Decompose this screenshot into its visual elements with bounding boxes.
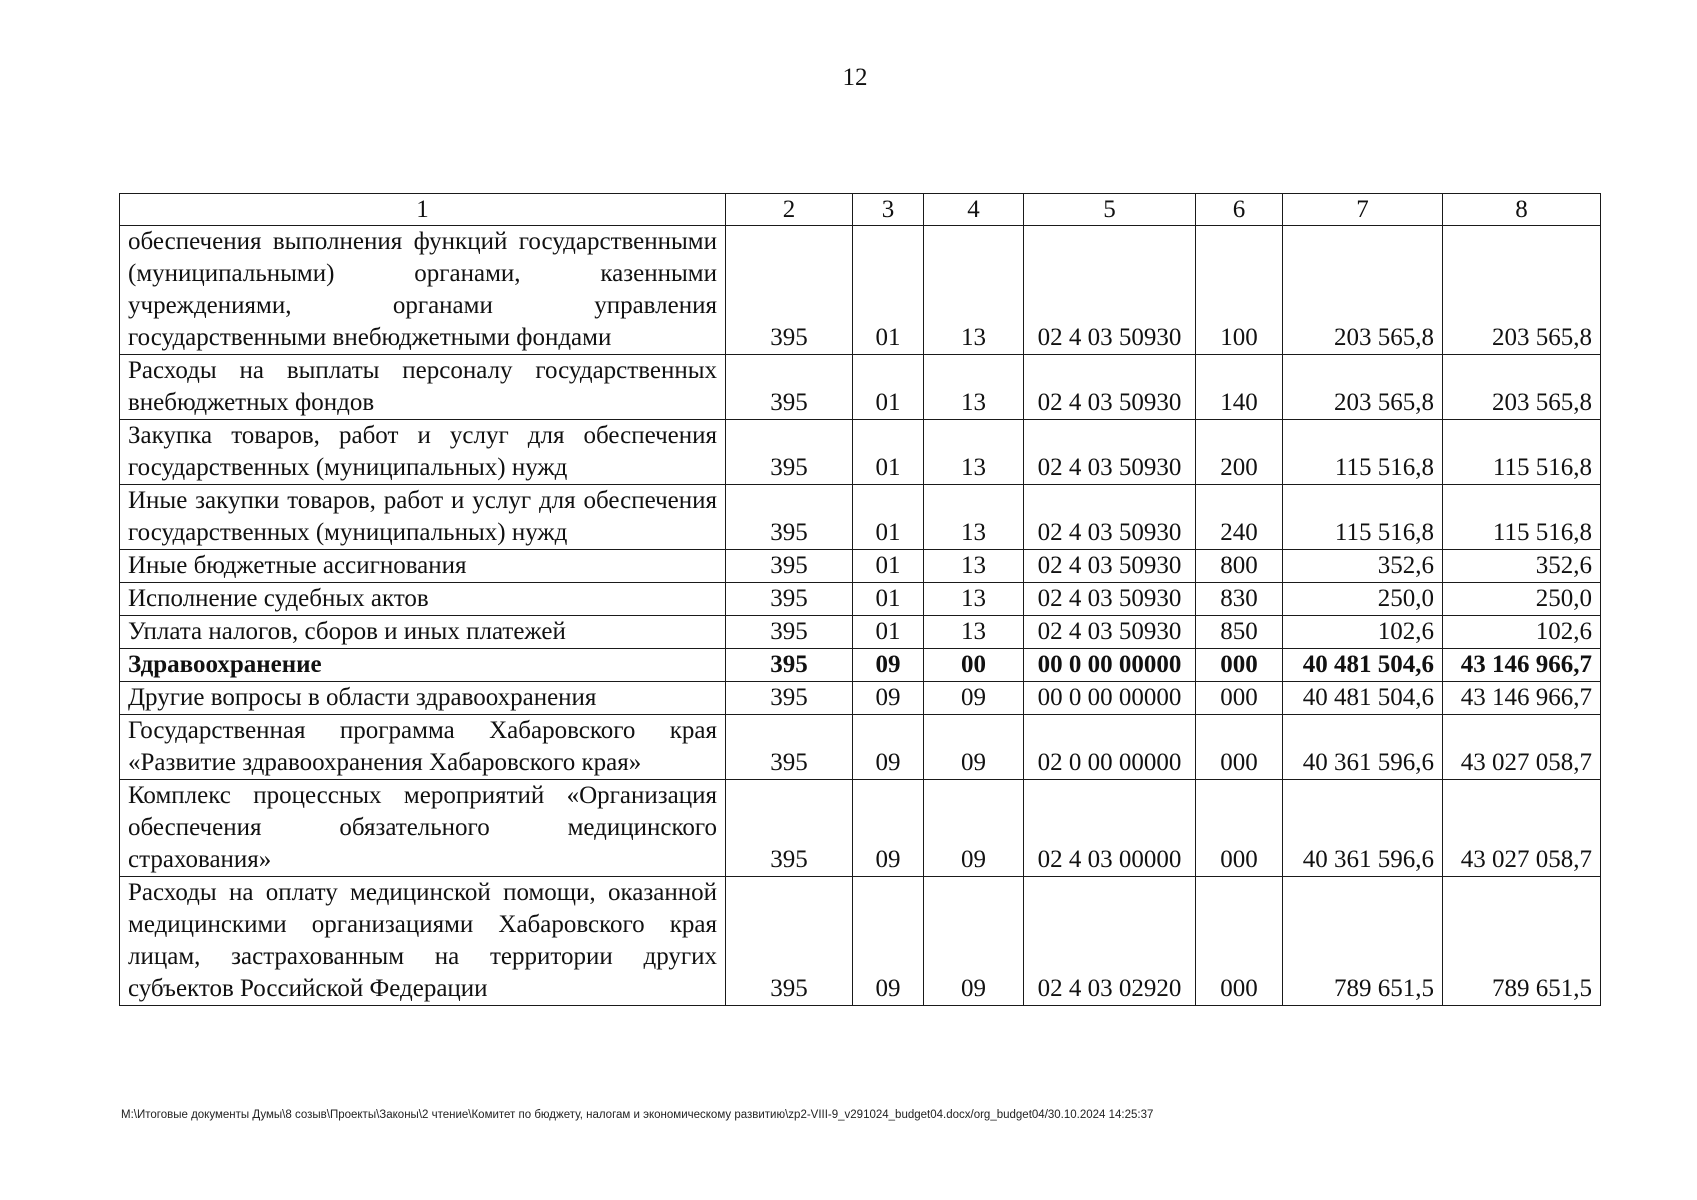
code-cell: 395 <box>726 616 853 649</box>
row-name-cell: Исполнение судебных актов <box>120 583 726 616</box>
row-name-cell: Уплата налогов, сборов и иных платежей <box>120 616 726 649</box>
subsection-cell: 13 <box>924 616 1024 649</box>
section-cell: 01 <box>853 420 924 485</box>
target-article-cell: 02 4 03 50930 <box>1024 485 1196 550</box>
column-header: 5 <box>1024 194 1196 226</box>
amount-cell: 203 565,8 <box>1443 355 1601 420</box>
table-row <box>120 877 1601 1006</box>
amount-cell: 203 565,8 <box>1283 355 1443 420</box>
expense-type-cell: 000 <box>1196 715 1283 780</box>
amount-cell: 102,6 <box>1283 616 1443 649</box>
row-name-cell: Комплекс процессных мероприятий «Организация обеспечения обязательного медицинского страхования» <box>120 780 726 877</box>
target-article-cell: 02 4 03 00000 <box>1024 780 1196 877</box>
section-cell: 01 <box>853 550 924 583</box>
amount-cell: 43 146 966,7 <box>1443 649 1601 682</box>
row-name-cell: Расходы на выплаты персоналу государственных внебюджетных фондов <box>120 355 726 420</box>
amount-cell: 115 516,8 <box>1283 420 1443 485</box>
target-article-cell: 02 4 03 50930 <box>1024 420 1196 485</box>
expense-type-cell: 850 <box>1196 616 1283 649</box>
subsection-cell: 13 <box>924 550 1024 583</box>
expense-type-cell: 000 <box>1196 649 1283 682</box>
table-row <box>120 682 1601 715</box>
section-cell: 01 <box>853 226 924 355</box>
column-header: 8 <box>1443 194 1601 226</box>
section-cell: 09 <box>853 682 924 715</box>
table-row <box>120 355 1601 420</box>
row-name-cell: Расходы на оплату медицинской помощи, оказанной медицинскими организациями Хабаровского края лицам, застрахованным на территории других субъектов Российской Федерации <box>120 877 726 1006</box>
amount-cell: 40 481 504,6 <box>1283 682 1443 715</box>
subsection-cell: 13 <box>924 485 1024 550</box>
budget-table <box>119 193 1601 1006</box>
code-cell: 395 <box>726 355 853 420</box>
amount-cell: 250,0 <box>1443 583 1601 616</box>
expense-type-cell: 000 <box>1196 682 1283 715</box>
expense-type-cell: 100 <box>1196 226 1283 355</box>
expense-type-cell: 800 <box>1196 550 1283 583</box>
table-row <box>120 649 1601 682</box>
expense-type-cell: 830 <box>1196 583 1283 616</box>
target-article-cell: 02 4 03 50930 <box>1024 226 1196 355</box>
column-header: 1 <box>120 194 726 226</box>
row-name-cell: Здравоохранение <box>120 649 726 682</box>
table-row <box>120 616 1601 649</box>
expense-type-cell: 000 <box>1196 877 1283 1006</box>
code-cell: 395 <box>726 715 853 780</box>
column-header: 6 <box>1196 194 1283 226</box>
amount-cell: 43 146 966,7 <box>1443 682 1601 715</box>
subsection-cell: 09 <box>924 877 1024 1006</box>
amount-cell: 203 565,8 <box>1443 226 1601 355</box>
row-name-cell: Закупка товаров, работ и услуг для обеспечения государственных (муниципальных) нужд <box>120 420 726 485</box>
section-cell: 09 <box>853 780 924 877</box>
table-row <box>120 780 1601 877</box>
subsection-cell: 09 <box>924 682 1024 715</box>
table-row <box>120 715 1601 780</box>
table-row <box>120 226 1601 355</box>
code-cell: 395 <box>726 682 853 715</box>
column-header: 7 <box>1283 194 1443 226</box>
header-row <box>120 194 1601 226</box>
code-cell: 395 <box>726 877 853 1006</box>
amount-cell: 115 516,8 <box>1283 485 1443 550</box>
section-cell: 09 <box>853 715 924 780</box>
section-cell: 09 <box>853 877 924 1006</box>
section-cell: 01 <box>853 583 924 616</box>
amount-cell: 40 481 504,6 <box>1283 649 1443 682</box>
amount-cell: 115 516,8 <box>1443 420 1601 485</box>
expense-type-cell: 200 <box>1196 420 1283 485</box>
code-cell: 395 <box>726 649 853 682</box>
page-number: 12 <box>842 64 868 91</box>
file-path-footer: M:\Итоговые документы Думы\8 созыв\Проекты\Законы\2 чтение\Комитет по бюджету, налогам и экономическому развитию\zp2-VIII-9_v291024_budget04.docx/org_budget04/30.10.2024 14:25:37 <box>121 1109 1154 1121</box>
amount-cell: 43 027 058,7 <box>1443 780 1601 877</box>
amount-cell: 352,6 <box>1283 550 1443 583</box>
amount-cell: 352,6 <box>1443 550 1601 583</box>
code-cell: 395 <box>726 226 853 355</box>
expense-type-cell: 000 <box>1196 780 1283 877</box>
column-header: 4 <box>924 194 1024 226</box>
amount-cell: 789 651,5 <box>1443 877 1601 1006</box>
amount-cell: 789 651,5 <box>1283 877 1443 1006</box>
row-name-cell: обеспечения выполнения функций государственными (муниципальными) органами, казенными учреждениями, органами управления государственными внебюджетными фондами <box>120 226 726 355</box>
table-row <box>120 583 1601 616</box>
code-cell: 395 <box>726 485 853 550</box>
subsection-cell: 13 <box>924 420 1024 485</box>
section-cell: 01 <box>853 616 924 649</box>
row-name-cell: Иные бюджетные ассигнования <box>120 550 726 583</box>
code-cell: 395 <box>726 583 853 616</box>
amount-cell: 115 516,8 <box>1443 485 1601 550</box>
target-article-cell: 02 0 00 00000 <box>1024 715 1196 780</box>
code-cell: 395 <box>726 420 853 485</box>
section-cell: 01 <box>853 485 924 550</box>
target-article-cell: 00 0 00 00000 <box>1024 649 1196 682</box>
amount-cell: 250,0 <box>1283 583 1443 616</box>
amount-cell: 203 565,8 <box>1283 226 1443 355</box>
target-article-cell: 02 4 03 50930 <box>1024 355 1196 420</box>
amount-cell: 43 027 058,7 <box>1443 715 1601 780</box>
target-article-cell: 02 4 03 50930 <box>1024 583 1196 616</box>
target-article-cell: 00 0 00 00000 <box>1024 682 1196 715</box>
code-cell: 395 <box>726 780 853 877</box>
amount-cell: 40 361 596,6 <box>1283 715 1443 780</box>
subsection-cell: 00 <box>924 649 1024 682</box>
table-row <box>120 420 1601 485</box>
target-article-cell: 02 4 03 50930 <box>1024 616 1196 649</box>
subsection-cell: 13 <box>924 355 1024 420</box>
column-header: 2 <box>726 194 853 226</box>
expense-type-cell: 140 <box>1196 355 1283 420</box>
row-name-cell: Государственная программа Хабаровского края «Развитие здравоохранения Хабаровского края» <box>120 715 726 780</box>
target-article-cell: 02 4 03 50930 <box>1024 550 1196 583</box>
subsection-cell: 09 <box>924 715 1024 780</box>
row-name-cell: Другие вопросы в области здравоохранения <box>120 682 726 715</box>
subsection-cell: 09 <box>924 780 1024 877</box>
subsection-cell: 13 <box>924 583 1024 616</box>
section-cell: 01 <box>853 355 924 420</box>
subsection-cell: 13 <box>924 226 1024 355</box>
target-article-cell: 02 4 03 02920 <box>1024 877 1196 1006</box>
table-row <box>120 550 1601 583</box>
amount-cell: 40 361 596,6 <box>1283 780 1443 877</box>
amount-cell: 102,6 <box>1443 616 1601 649</box>
code-cell: 395 <box>726 550 853 583</box>
expense-type-cell: 240 <box>1196 485 1283 550</box>
column-header: 3 <box>853 194 924 226</box>
table-row <box>120 485 1601 550</box>
section-cell: 09 <box>853 649 924 682</box>
row-name-cell: Иные закупки товаров, работ и услуг для обеспечения государственных (муниципальных) нужд <box>120 485 726 550</box>
